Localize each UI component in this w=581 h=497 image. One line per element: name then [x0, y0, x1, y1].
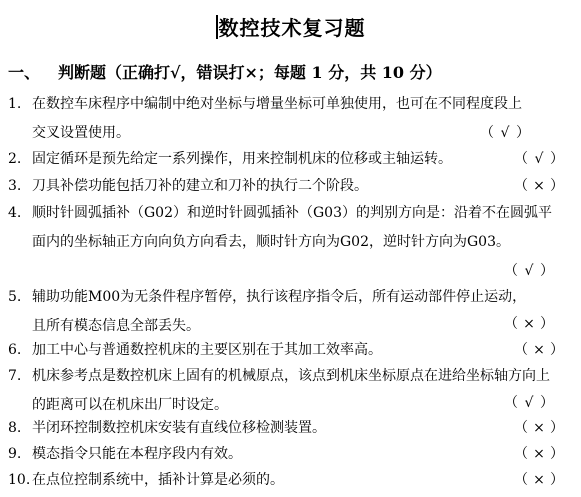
answer-box: （ × ）: [514, 172, 566, 201]
question-text-block: [32, 145, 566, 174]
answer-box: （ × ）: [504, 310, 556, 339]
question-item: [8, 336, 566, 365]
question-text-block: [32, 414, 566, 443]
answer-mark: ×: [533, 446, 545, 462]
question-text-block: [32, 283, 532, 341]
question-text-block: [32, 336, 566, 365]
answer-box: （ √ ）: [514, 145, 566, 174]
question-text-block: [32, 90, 532, 148]
question-item: [8, 199, 566, 279]
question-number: 4.: [8, 205, 22, 221]
answer-mark: ×: [533, 420, 545, 436]
answer-mark: √: [524, 263, 534, 279]
question-text: 辅助功能M00为无条件程序暂停，执行该程序指令后，所有运动部件停止运动，且所有模态信息全部丢失。: [32, 289, 527, 334]
question-text-block: [32, 199, 562, 257]
question-number: 2.: [8, 151, 22, 167]
question-text: 模态指令只能在本程序段内有效。: [32, 446, 242, 462]
question-text-block: [32, 466, 566, 495]
question-text: 在数控车床程序中编制中绝对坐标与增量坐标可单独使用，也可在不同程度段上交叉设置使用。: [32, 96, 522, 141]
question-item: [8, 172, 566, 201]
question-text-block: [32, 440, 566, 469]
question-item: [8, 414, 566, 443]
question-text: 加工中心与普通数控机床的主要区别在于其加工效率高。: [32, 342, 382, 358]
question-text: 顺时针圆弧插补（G02）和逆时针圆弧插补（G03）的判别方向是：沿着不在圆弧平面内的坐标轴正方向向负方向看去，顺时针方向为G02，逆时针方向为G03。: [32, 205, 552, 250]
question-item: [8, 440, 566, 469]
question-item: [8, 466, 566, 495]
answer-box: （ √ ）: [480, 119, 532, 148]
document-title: 数控技术复习题: [0, 12, 581, 41]
answer-box: （ × ）: [514, 336, 566, 365]
question-number: 1.: [8, 96, 22, 112]
answer-mark: ×: [533, 472, 545, 488]
answer-mark: ×: [523, 316, 535, 332]
question-item: [8, 145, 566, 174]
answer-mark: ×: [533, 342, 545, 358]
question-text-block: [32, 172, 566, 201]
question-number: 8.: [8, 420, 22, 436]
answer-mark: ×: [533, 178, 545, 194]
question-number: 5.: [8, 289, 22, 305]
answer-box: （ √ ）: [504, 257, 556, 286]
answer-mark: √: [534, 151, 544, 167]
text-cursor: [216, 15, 218, 39]
question-number: 6.: [8, 342, 22, 358]
section-number: 一、: [8, 63, 41, 82]
answer-box: （ × ）: [514, 414, 566, 443]
answer-mark: √: [500, 125, 510, 141]
question-text-block: [32, 362, 552, 420]
answer-box: （ √ ）: [504, 389, 556, 418]
question-number: 10.: [8, 472, 31, 488]
answer-box: （ × ）: [514, 466, 566, 495]
question-text: 刀具补偿功能包括刀补的建立和刀补的执行二个阶段。: [32, 178, 368, 194]
answer-box: （ × ）: [514, 440, 566, 469]
question-item: [8, 90, 566, 148]
question-text: 机床参考点是数控机床上固有的机械原点，该点到机床坐标原点在进给坐标轴方向上的距离可以在机床出厂时设定。: [32, 368, 550, 413]
question-number: 9.: [8, 446, 22, 462]
section-title: 判断题（正确打√，错误打×；每题 1 分，共 10 分）: [58, 63, 442, 82]
question-text: 半闭环控制数控机床安装有直线位移检测装置。: [32, 420, 326, 436]
question-item: [8, 283, 566, 341]
question-number: 7.: [8, 368, 22, 384]
question-text: 在点位控制系统中，插补计算是必须的。: [32, 472, 284, 488]
question-item: [8, 362, 566, 420]
question-number: 3.: [8, 178, 22, 194]
section-heading: [8, 60, 573, 83]
answer-mark: √: [524, 395, 534, 411]
question-text: 固定循环是预先给定一系列操作，用来控制机床的位移或主轴运转。: [32, 151, 452, 167]
